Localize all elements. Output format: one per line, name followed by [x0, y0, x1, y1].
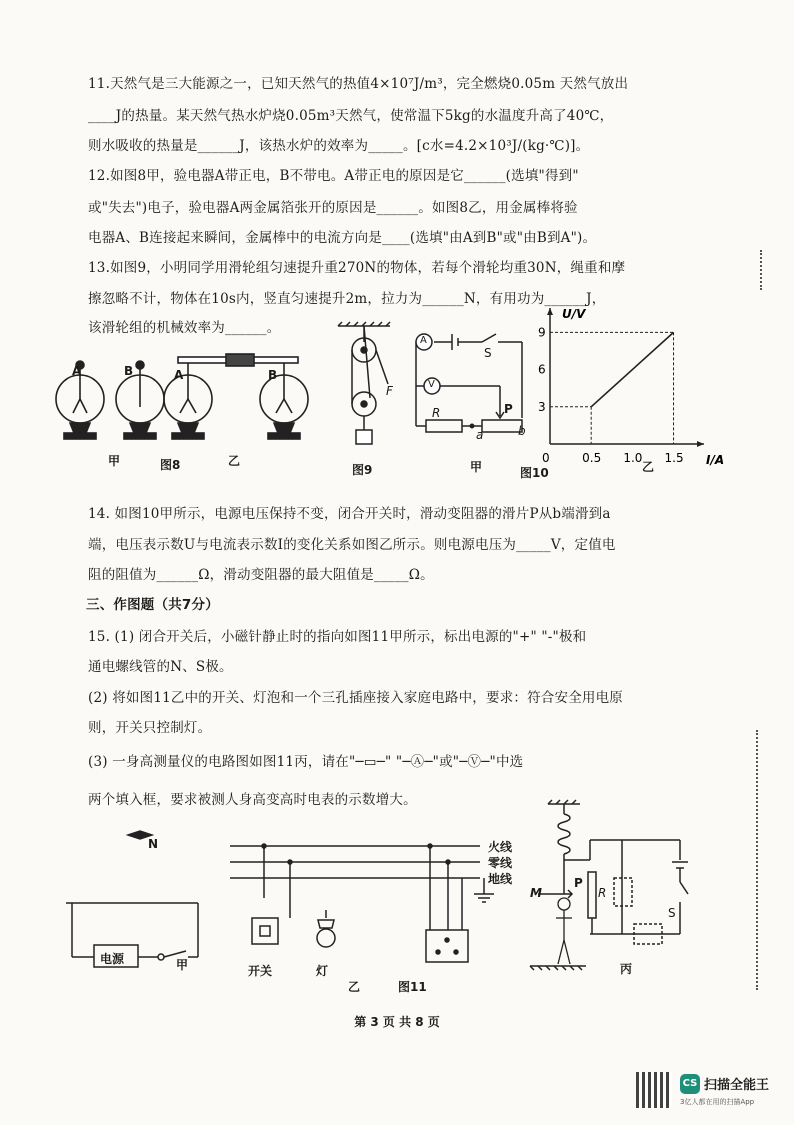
scan-edge-mark-2 [754, 730, 758, 990]
fig11-yi-household-circuit [230, 838, 513, 978]
page-footer: 第 3 页 共 8 页 [354, 1015, 440, 1029]
fig11-r-label: R [598, 886, 607, 900]
q14-line-1: 14. 如图10甲所示，电源电压保持不变，闭合开关时，滑动变阻器的滑片P从b端滑到a [88, 506, 611, 522]
fig8-label-b2: B [268, 368, 278, 382]
fig11-lamp-label: 灯 [316, 964, 329, 978]
data-line [591, 332, 673, 406]
q11-line-1: 11.天然气是三大能源之一，已知天然气的热值4×10⁷J/m³，完全燃烧0.05m 天然气放出 [88, 76, 629, 92]
y-tick-label: 6 [538, 362, 546, 377]
fig10-resistor-label: R [432, 406, 441, 420]
section-3-heading: 三、作图题（共7分） [86, 597, 219, 613]
fig10-caption: 图10 [520, 466, 549, 480]
q11-line-3: 则水吸收的热量是______J，该热水炉的效率为_____。[c水=4.2×10³J/(kg·℃)]。 [88, 138, 590, 154]
scan-edge-mark [758, 250, 762, 290]
fig10-ammeter-label: A [420, 335, 427, 346]
fig8-label-a2: A [174, 368, 184, 382]
q15-line-5: (3) 一身高测量仪的电路图如图11丙，请在"─▭─" "─Ⓐ─"或"─Ⓥ─"中选 [88, 754, 524, 770]
q11-line-2: ____J的热量。某天然气热水炉烧0.05m³天然气，使常温下5kg的水温度升高了40℃， [88, 108, 614, 124]
x-tick-label: 1.5 [664, 451, 684, 465]
x-axis-arrow [697, 441, 704, 447]
fig10-end-a-label: a [476, 428, 484, 442]
q14-line-3: 阻的阻值为______Ω，滑动变阻器的最大阻值是_____Ω。 [88, 567, 434, 583]
q13-line-1: 13.如图9，小明同学用滑轮组匀速提升重270N的物体，若每个滑轮均重30N，绳重和摩 [88, 260, 626, 276]
q15-line-3: (2) 将如图11乙中的开关、灯泡和一个三孔插座接入家庭电路中，要求：符合安全用电原 [88, 690, 623, 706]
fig11-bing: 丙 [620, 962, 633, 976]
fig11-power-source-label: 电源 [100, 952, 125, 966]
fig11-yi: 乙 [348, 980, 361, 994]
fig11-neutral-wire-label: 零线 [488, 856, 513, 870]
fig11-p-label: P [574, 876, 583, 890]
q12-line-1: 12.如图8甲，验电器A带正电，B不带电。A带正电的原因是它______(选填"得到" [88, 168, 579, 184]
fig10-end-b-label: b [518, 424, 526, 438]
q13-line-2: 擦忽略不计，物体在10s内，竖直匀速提升2m，拉力为______N，有用功为______J， [88, 291, 606, 307]
q13-line-3: 该滑轮组的机械效率为______。 [88, 320, 281, 336]
x-axis-label: I/A [706, 453, 725, 467]
fig8-caption: 图8 [160, 458, 181, 472]
q12-line-3: 电器A、B连接起来瞬间，金属棒中的电流方向是____(选填"由A到B"或"由B到A")。 [88, 230, 597, 246]
fig11-jia: 甲 [176, 958, 189, 972]
fig11-ground-wire-label: 地线 [488, 872, 513, 886]
fig10-ui-graph [538, 307, 725, 467]
x-tick-label: 0.5 [582, 451, 602, 465]
y-axis-arrow [547, 308, 553, 315]
q15-line-1: 15. (1) 闭合开关后，小磁针静止时的指向如图11甲所示，标出电源的"+" "-"极和 [88, 629, 587, 645]
fig8-label-b1: B [124, 364, 134, 378]
person-figure [556, 898, 572, 964]
fig11-m-label: M [530, 886, 542, 900]
fig9-pulley [338, 322, 408, 457]
scanner-brand [636, 1070, 786, 1110]
fig10-switch-label: S [484, 346, 492, 360]
fig10-voltmeter-label: V [428, 379, 435, 390]
x-tick-label: 1.0 [623, 451, 643, 465]
fig11-bing-height-meter [530, 800, 700, 975]
x-tick-label: 0 [542, 451, 550, 465]
fig11-caption: 图11 [398, 980, 427, 994]
fig11-switch-label: 开关 [248, 964, 273, 978]
fig11-jia-solenoid [66, 825, 216, 975]
fig10-yi: 乙 [642, 460, 655, 474]
q15-line-4: 则，开关只控制灯。 [88, 720, 212, 736]
fig9-force-label: F [386, 384, 393, 398]
fig8-electroscopes [60, 355, 320, 465]
fig8-jia: 甲 [108, 454, 121, 468]
q15-line-2: 通电螺线管的N、S极。 [88, 659, 233, 675]
q15-line-6: 两个填入框，要求被测人身高变高时电表的示数增大。 [88, 792, 417, 808]
q12-line-2: 或"失去")电子，验电器A两金属箔张开的原因是______。如图8乙，用金属棒将验 [88, 200, 578, 216]
fig10-jia: 甲 [470, 460, 483, 474]
brand-tagline: 3亿人都在用的扫描App [680, 1098, 755, 1106]
fig10-slider-label: P [504, 402, 513, 416]
fig9-caption: 图9 [352, 463, 373, 477]
fig11-s-label: S [668, 906, 676, 920]
brand-name: 扫描全能王 [704, 1078, 770, 1093]
fig11-compass-n: N [148, 837, 159, 851]
qr-code-icon [636, 1072, 672, 1108]
q14-line-2: 端，电压表示数U与电流表示数I的变化关系如图乙所示。则电源电压为_____V，定值电 [88, 537, 616, 553]
y-axis-label: U/V [562, 307, 586, 321]
cs-logo-icon: CS [680, 1074, 700, 1094]
fig11-fire-wire-label: 火线 [488, 840, 513, 854]
fig8-label-a1: A [72, 364, 82, 378]
y-tick-label: 3 [538, 399, 546, 414]
fig8-yi: 乙 [228, 454, 241, 468]
y-tick-label: 9 [538, 325, 546, 340]
